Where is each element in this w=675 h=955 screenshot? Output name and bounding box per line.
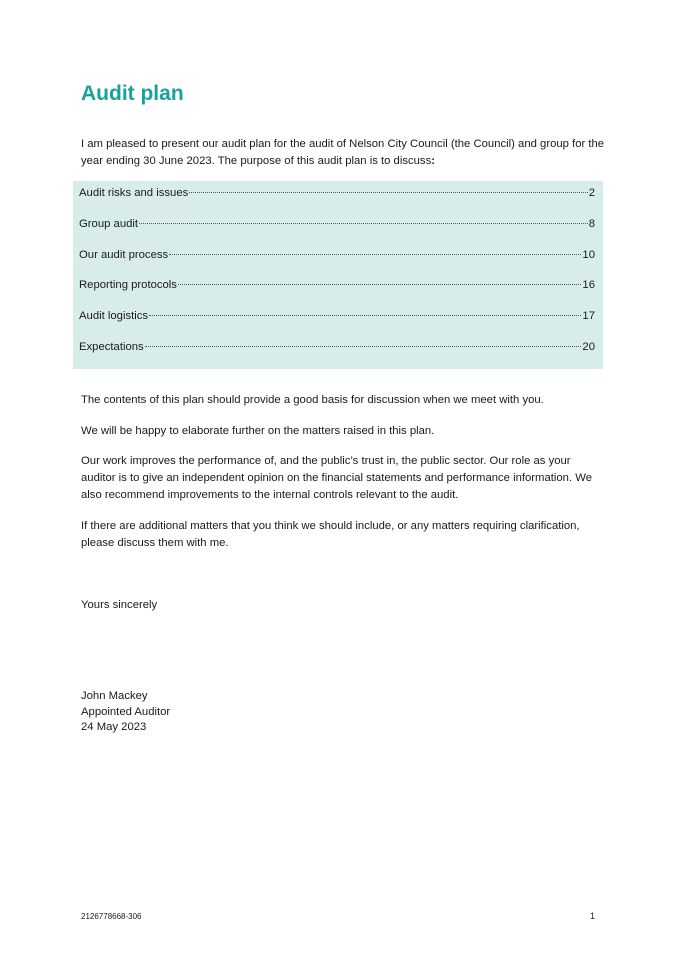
footer-document-id: 2126778668-306 [81,912,142,921]
signatory-role: Appointed Auditor [81,705,171,718]
toc-page-number: 16 [582,279,595,292]
toc-item-audit-process[interactable] [79,249,595,280]
toc-item-audit-logistics[interactable] [79,310,595,341]
toc-leader-dots [145,346,582,347]
body-paragraph-2: We will be happy to elaborate further on the matters raised in this plan. [81,425,435,437]
toc-label: Expectations [79,340,144,353]
toc-page-number: 8 [588,217,595,230]
body-paragraph-1: The contents of this plan should provide a good basis for discussion when we meet with you. [81,394,544,406]
closing-salutation: Yours sincerely [81,599,158,611]
signature-date: 24 May 2023 [81,721,147,733]
intro-colon: : [431,155,435,167]
toc-page-number: 2 [588,187,595,199]
toc-page-number: 17 [582,310,595,323]
toc-leader-dots [178,284,581,285]
intro-text: I am pleased to present our audit plan for the audit of Nelson City Council (the Council) and group for the year ending 30 June 2023. The purpose of this audit plan is to discuss [81,138,605,167]
intro-paragraph [81,136,606,170]
toc-label: Group audit [79,217,139,230]
toc-label: Audit risks and issues [79,187,189,199]
footer-page-number: 1 [590,911,596,921]
body-paragraph-4: If there are additional matters that you think we should include, or any matters requiring clarification, please discuss them with me. [81,520,580,549]
toc-label: Audit logistics [79,310,149,323]
toc-item-audit-risks[interactable] [79,187,595,218]
toc-leader-dots [139,223,588,224]
body-paragraph-3: Our work improves the performance of, and the public’s trust in, the public sector. Our role as your auditor is to give an independent opinion on the financial statements and performance information. We also recommend improvements to the internal controls relevant to the audit. [81,455,592,501]
page-title: Audit plan [81,82,184,105]
toc-item-reporting-protocols[interactable] [79,279,595,310]
toc-leader-dots [149,315,581,316]
toc-page-number: 20 [582,340,595,353]
signature-block [81,689,170,736]
toc-label: Reporting protocols [79,279,177,292]
table-of-contents [73,181,603,369]
toc-leader-dots [189,192,587,193]
toc-page-number: 10 [582,248,595,261]
toc-item-expectations[interactable] [79,341,595,372]
toc-item-group-audit[interactable] [79,218,595,249]
toc-leader-dots [169,254,581,255]
toc-label: Our audit process [79,248,169,261]
signatory-name: John Mackey [81,690,148,702]
